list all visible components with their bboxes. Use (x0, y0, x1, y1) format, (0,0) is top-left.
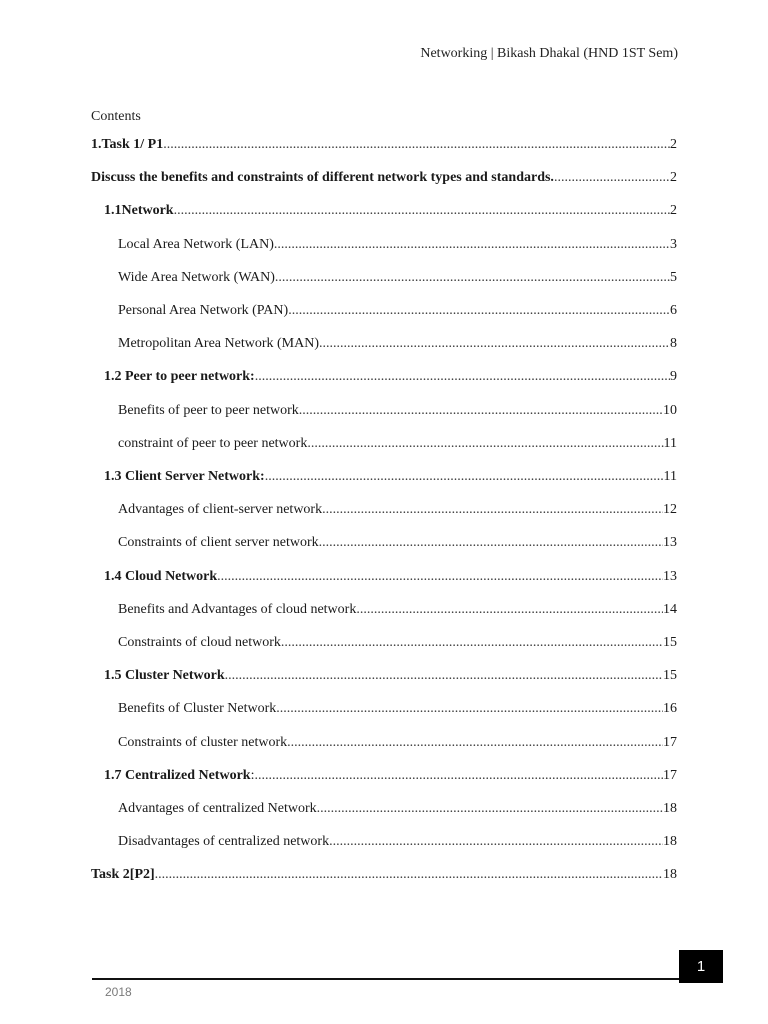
toc-entry-page-number: 16 (663, 701, 677, 717)
toc-entry-page-number: 8 (670, 336, 677, 352)
toc-entry-page-number: 13 (663, 568, 677, 584)
toc-entry-label: Wide Area Network (WAN) (118, 269, 275, 285)
toc-entry-page-number: 5 (670, 269, 677, 285)
toc-entry-page-number: 2 (670, 203, 677, 219)
toc-entry[interactable] (91, 858, 677, 891)
toc-entry[interactable] (118, 726, 677, 759)
toc-entry-label: Metropolitan Area Network (MAN) (118, 336, 320, 352)
toc-dot-leader (217, 560, 663, 593)
toc-dot-leader (307, 427, 663, 460)
toc-entry-page-number: 2 (670, 137, 677, 152)
toc-entry-label: Benefits of Cluster Network (118, 701, 277, 717)
toc-entry-page-number: 15 (663, 635, 677, 650)
toc-entry[interactable] (118, 327, 677, 360)
toc-entry-page-number: 10 (663, 402, 677, 418)
toc-entry-label: Disadvantages of centralized network (118, 834, 330, 850)
toc-dot-leader (317, 792, 663, 825)
toc-entry-label: 1.7 Centralized Network (104, 767, 251, 783)
toc-entry[interactable] (104, 360, 677, 393)
toc-entry[interactable] (91, 128, 677, 161)
toc-entry-page-number: 11 (663, 435, 677, 451)
toc-entry[interactable] (104, 460, 677, 493)
toc-entry-page-number: 3 (670, 236, 677, 252)
toc-entry[interactable] (118, 427, 677, 460)
toc-dot-leader (275, 261, 670, 294)
toc-entry-label: Discuss the benefits and constraints of different network types and standards. (91, 170, 554, 186)
toc-entry-label: 1.1Network (104, 203, 174, 219)
toc-entry-label: Constraints of cloud network (118, 635, 281, 650)
contents-title: Contents (91, 109, 141, 124)
toc-entry-page-number: 14 (663, 601, 677, 617)
toc-entry[interactable] (104, 560, 677, 593)
toc-dot-leader (274, 228, 670, 261)
toc-dot-leader (288, 294, 670, 327)
toc-dot-leader (254, 759, 663, 792)
toc-entry[interactable] (91, 161, 677, 194)
toc-entry[interactable] (118, 261, 677, 294)
toc-entry-label: Constraints of cluster network (118, 734, 288, 750)
toc-entry[interactable] (118, 593, 677, 626)
footer-year: 2018 (105, 985, 132, 999)
toc-dot-leader (276, 692, 663, 725)
toc-entry-page-number: 13 (663, 535, 677, 551)
toc-entry[interactable] (118, 228, 677, 261)
toc-entry-page-number: 17 (663, 767, 677, 783)
toc-dot-leader (329, 825, 663, 858)
toc-entry-page-number: 18 (663, 867, 677, 883)
toc-dot-leader (319, 526, 663, 559)
toc-entry[interactable] (118, 692, 677, 725)
toc-entry-label: Advantages of client-server network (118, 502, 323, 518)
page-number-box: 1 (679, 950, 723, 983)
toc-dot-leader (265, 460, 664, 493)
toc-dot-leader (299, 394, 663, 427)
toc-dot-leader (174, 194, 670, 227)
toc-entry-label: 1.4 Cloud Network (104, 568, 218, 584)
toc-dot-leader (155, 858, 663, 891)
toc-entry-label: Personal Area Network (PAN) (118, 303, 289, 318)
toc-entry-page-number: 11 (663, 469, 677, 484)
toc-entry-label-suffix: : (250, 767, 255, 783)
toc-entry[interactable] (118, 493, 677, 526)
toc-dot-leader (255, 360, 670, 393)
toc-dot-leader (322, 493, 663, 526)
toc-dot-leader (281, 626, 663, 659)
toc-entry-page-number: 9 (670, 369, 677, 385)
toc-dot-leader (319, 327, 670, 360)
toc-entry-label: constraint of peer to peer network (118, 435, 308, 451)
toc-entry-label: 1.3 Client Server Network: (104, 469, 265, 484)
toc-entry-label: Benefits and Advantages of cloud network (118, 601, 357, 617)
footer-rule (92, 978, 679, 980)
toc-entry[interactable] (118, 294, 677, 327)
toc-dot-leader (287, 726, 663, 759)
toc-entry-page-number: 12 (663, 502, 677, 518)
toc-entry-label: 1.Task 1/ P1 (91, 137, 164, 152)
toc-dot-leader (554, 161, 670, 194)
toc-entry[interactable] (118, 394, 677, 427)
toc-entry[interactable] (118, 626, 677, 659)
toc-entry-label: Local Area Network (LAN) (118, 236, 274, 252)
toc-dot-leader (225, 659, 663, 692)
toc-entry-label: Advantages of centralized Network (118, 801, 317, 816)
toc-entry-label: 1.5 Cluster Network (104, 668, 225, 684)
toc-dot-leader (356, 593, 663, 626)
toc-entry-label: Task 2[P2] (91, 867, 155, 883)
toc-entry[interactable] (118, 526, 677, 559)
toc-entry-page-number: 18 (663, 834, 677, 850)
toc-entry-label: Benefits of peer to peer network (118, 402, 299, 418)
toc-entry[interactable] (118, 792, 677, 825)
toc-entry-page-number: 2 (670, 170, 677, 186)
toc-entry-page-number: 6 (670, 303, 677, 318)
toc-entry[interactable] (104, 759, 677, 792)
toc-entry-page-number: 17 (663, 734, 677, 750)
toc-entry[interactable] (104, 659, 677, 692)
toc-entry-label: 1.2 Peer to peer network: (104, 369, 255, 385)
toc-entry-label: Constraints of client server network (118, 535, 319, 551)
toc-entry-page-number: 15 (663, 668, 677, 684)
toc-dot-leader (163, 128, 670, 161)
toc-entry[interactable] (104, 194, 677, 227)
toc-entry-page-number: 18 (663, 801, 677, 816)
toc-entry[interactable] (118, 825, 677, 858)
running-header: Networking | Bikash Dhakal (HND 1ST Sem) (420, 46, 678, 61)
